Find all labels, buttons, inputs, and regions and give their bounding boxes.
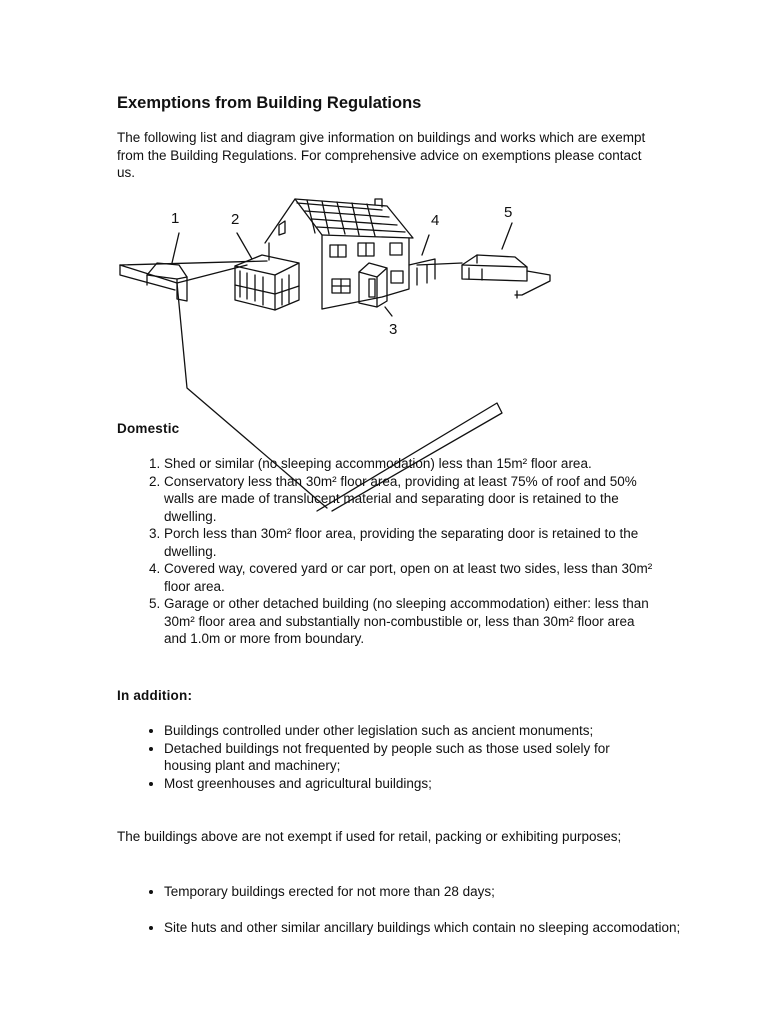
diagram-label-4: 4 xyxy=(431,212,440,229)
list-item: • Temporary buildings erected for not more than 28 days; xyxy=(164,883,704,901)
list-item: 4. Covered way, covered yard or car port, open on at least two sides, less than 30m² floor area. xyxy=(164,560,657,595)
list-item: 3. Porch less than 30m² floor area, providing the separating door is retained to the dwelling. xyxy=(164,525,657,560)
document-page xyxy=(117,93,681,935)
list-item: 5. Garage or other detached building (no sleeping accommodation) either: less than 30m² floor area and substantially non-combustible or, less than 30m² floor area and 1.0m or more from boundary. xyxy=(164,595,657,648)
diagram-label-1: 1 xyxy=(171,210,180,227)
addition-list xyxy=(117,722,657,792)
list-item: • Most greenhouses and agricultural buildings; xyxy=(164,775,657,793)
intro-paragraph: The following list and diagram give information on buildings and works which are exempt from the Building Regulations. For comprehensive advice on exemptions please contact us. xyxy=(117,130,646,180)
diagram-label-3: 3 xyxy=(389,321,398,338)
domestic-heading: Domestic xyxy=(117,421,180,436)
list-item: 2. Conservatory less than 30m² floor area, providing at least 75% of roof and 50% walls are made of translucent material and separating door is retained to the dwelling. xyxy=(164,473,657,526)
list-item: • Site huts and other similar ancillary buildings which contain no sleeping accomodation; xyxy=(164,919,704,937)
addition-heading: In addition: xyxy=(117,688,193,703)
domestic-section xyxy=(117,420,657,648)
list-item: • Buildings controlled under other legislation such as ancient monuments; xyxy=(164,722,657,740)
diagram-label-2: 2 xyxy=(231,211,240,228)
temporary-list xyxy=(117,883,704,936)
addition-section xyxy=(117,687,657,792)
list-item: 1. Shed or similar (no sleeping accommodation) less than 15m² floor area. xyxy=(164,455,657,473)
page-title: Exemptions from Building Regulations xyxy=(117,94,422,112)
list-item: • Detached buildings not frequented by people such as those used solely for housing plant and machinery; xyxy=(164,740,657,775)
exemption-note-paragraph: The buildings above are not exempt if used for retail, packing or exhibiting purposes; xyxy=(117,829,622,844)
domestic-list xyxy=(117,455,657,648)
diagram-label-5: 5 xyxy=(504,204,513,221)
